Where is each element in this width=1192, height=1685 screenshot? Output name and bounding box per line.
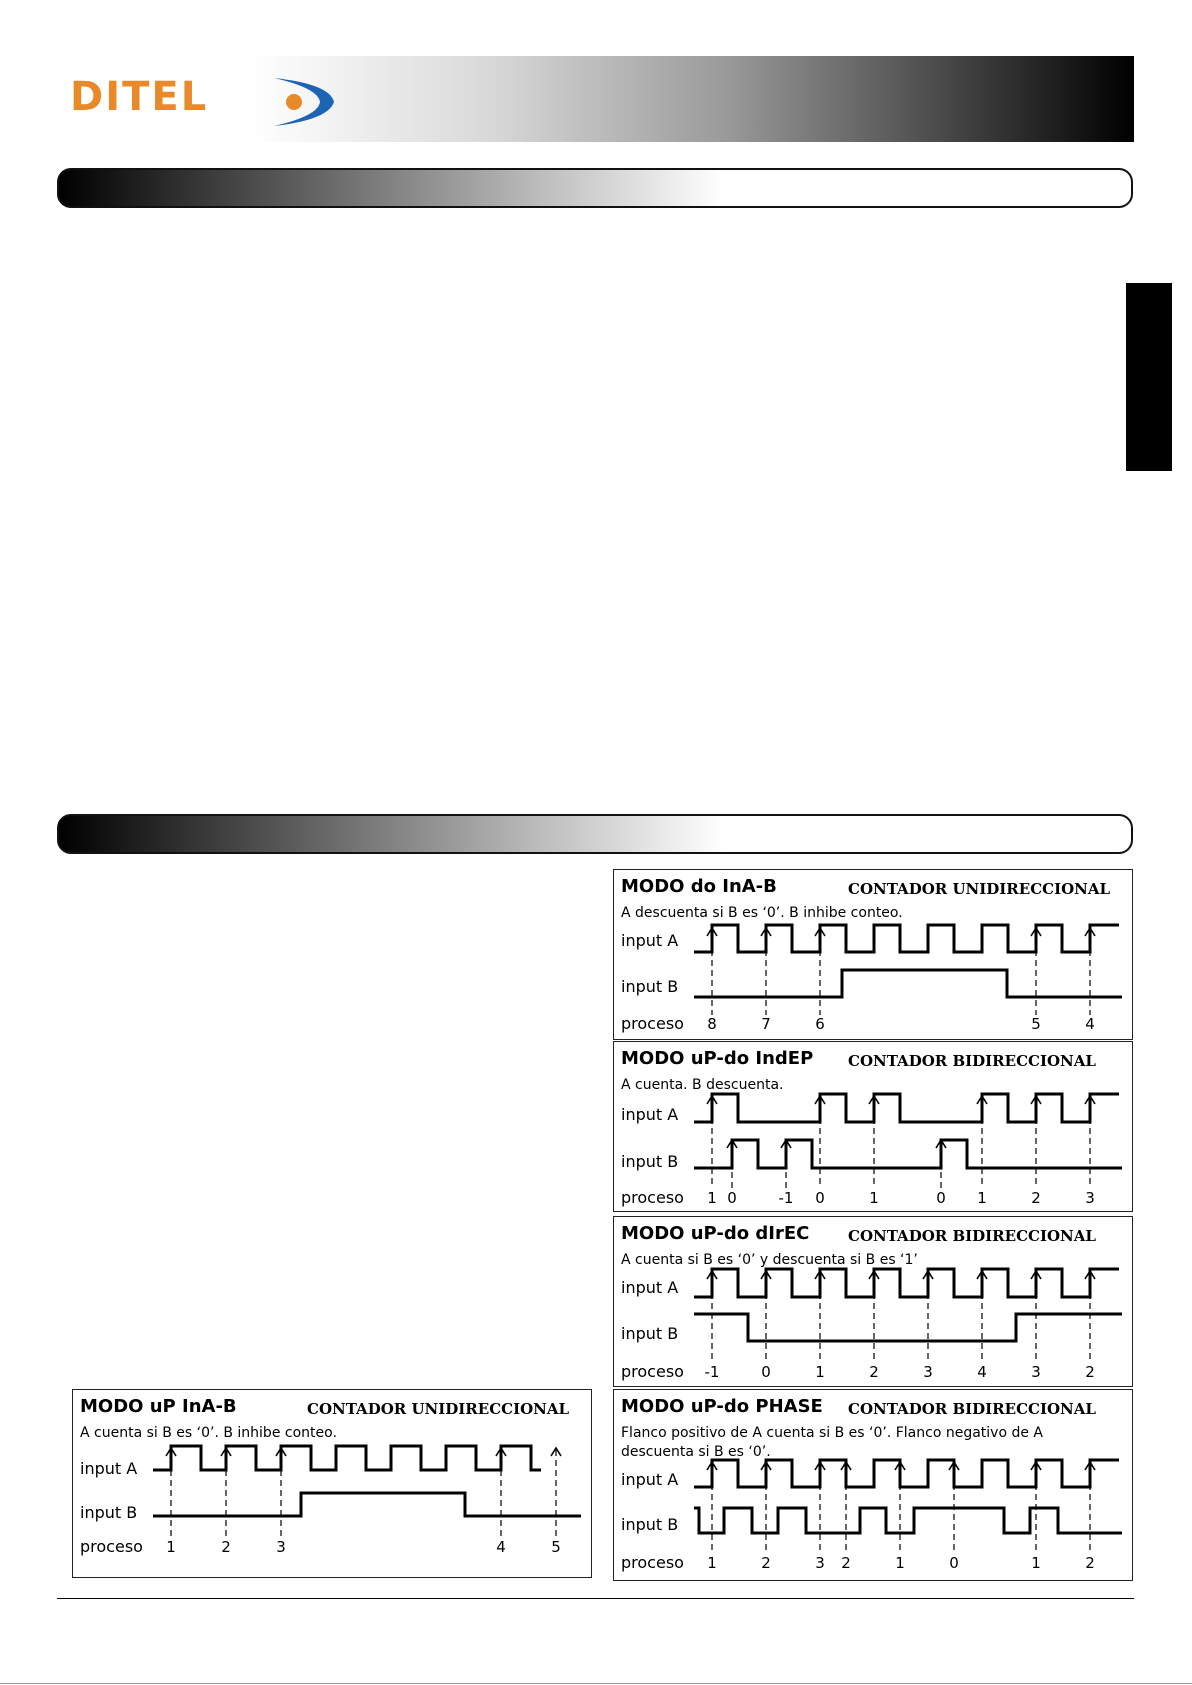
process-value: 2: [221, 1538, 231, 1556]
process-value: -1: [704, 1363, 720, 1381]
input-b-label: input B: [621, 1324, 679, 1343]
input-a-label: input A: [621, 1278, 679, 1297]
process-value: 0: [761, 1363, 771, 1381]
input-b-label: input B: [621, 977, 679, 996]
process-label: proceso: [621, 1014, 684, 1033]
diagram-title: MODO uP-do IndEP: [621, 1048, 814, 1069]
diagram-kind: CONTADOR UNIDIRECCIONAL: [848, 880, 1111, 898]
diagram-title: MODO uP-do PHASE: [621, 1396, 823, 1417]
diagram-description: A cuenta si B es ‘0’ y descuenta si B es ‘1’: [621, 1252, 918, 1268]
diagram-do-ina-b: [613, 869, 1133, 1040]
input-a-label: input A: [621, 1470, 679, 1489]
input-b-waveform: [694, 1140, 1122, 1168]
process-value: 1: [707, 1554, 717, 1572]
timing-waveforms: [614, 1042, 1134, 1213]
process-value: 1: [977, 1189, 987, 1207]
process-value: 5: [1031, 1015, 1041, 1033]
process-value: 1: [869, 1189, 879, 1207]
process-value: 1: [707, 1189, 717, 1207]
process-value: 0: [815, 1189, 825, 1207]
process-label: proceso: [621, 1362, 684, 1381]
footer-rule: [57, 1598, 1134, 1599]
input-b-label: input B: [621, 1152, 679, 1171]
input-b-waveform: [694, 1508, 1122, 1533]
process-value: 4: [977, 1363, 987, 1381]
timing-waveforms: [73, 1390, 593, 1579]
diagram-kind: CONTADOR BIDIRECCIONAL: [848, 1400, 1096, 1418]
input-b-label: input B: [621, 1515, 679, 1534]
process-value: 2: [1085, 1554, 1095, 1572]
diagram-up-do-phase: [613, 1389, 1133, 1581]
logo-swoosh-icon: [202, 72, 334, 128]
input-a-label: input A: [621, 1105, 679, 1124]
process-label: proceso: [621, 1553, 684, 1572]
section-bar-diagrams: [57, 814, 1133, 854]
process-value: 2: [1031, 1189, 1041, 1207]
diagram-up-do-indep: [613, 1041, 1133, 1212]
input-b-waveform: [694, 970, 1122, 997]
input-a-waveform: [694, 1269, 1119, 1297]
process-value: 2: [1085, 1363, 1095, 1381]
input-a-waveform: [694, 1094, 1119, 1122]
ditel-logo: [70, 72, 270, 128]
process-label: proceso: [621, 1188, 684, 1207]
process-value: 3: [923, 1363, 933, 1381]
diagram-description: Flanco positivo de A cuenta si B es ‘0’. Flanco negativo de A descuenta si B es ‘0’.: [621, 1425, 1043, 1460]
diagram-title: MODO uP InA-B: [80, 1396, 237, 1417]
process-value: 4: [496, 1538, 506, 1556]
diagram-kind: CONTADOR BIDIRECCIONAL: [848, 1052, 1096, 1070]
input-a-waveform: [153, 1446, 541, 1470]
process-value: 8: [707, 1015, 717, 1033]
section-bar-top: [57, 168, 1133, 208]
process-value: 2: [869, 1363, 879, 1381]
process-value: 3: [276, 1538, 286, 1556]
diagram-description: A cuenta si B es ‘0’. B inhibe conteo.: [80, 1425, 337, 1441]
input-a-label: input A: [80, 1459, 138, 1478]
input-b-label: input B: [80, 1503, 138, 1522]
process-value: 0: [727, 1189, 737, 1207]
language-side-tab: [1126, 283, 1172, 471]
process-value: 1: [815, 1363, 825, 1381]
process-value: 2: [761, 1554, 771, 1572]
input-a-label: input A: [621, 931, 679, 950]
process-value: 3: [1085, 1189, 1095, 1207]
process-value: 3: [1031, 1363, 1041, 1381]
edge-markers: [171, 1450, 556, 1540]
process-value: 2: [841, 1554, 851, 1572]
process-value: 5: [551, 1538, 561, 1556]
process-value: 6: [815, 1015, 825, 1033]
process-value: 4: [1085, 1015, 1095, 1033]
input-a-waveform: [694, 925, 1119, 952]
diagram-kind: CONTADOR UNIDIRECCIONAL: [307, 1400, 570, 1418]
diagram-up-do-direc: [613, 1216, 1133, 1387]
diagram-kind: CONTADOR BIDIRECCIONAL: [848, 1227, 1096, 1245]
input-a-waveform: [694, 1460, 1119, 1487]
process-value: 0: [936, 1189, 946, 1207]
process-value: 1: [166, 1538, 176, 1556]
diagram-description: A cuenta. B descuenta.: [621, 1077, 784, 1093]
process-value: 3: [815, 1554, 825, 1572]
bottom-rule: [0, 1683, 1192, 1684]
logo-text: DITEL: [70, 74, 209, 120]
timing-waveforms: [614, 870, 1134, 1041]
diagram-title: MODO uP-do dIrEC: [621, 1223, 810, 1244]
diagram-title: MODO do InA-B: [621, 876, 777, 897]
diagram-up-ina-b: [72, 1389, 592, 1578]
input-b-waveform: [694, 1314, 1122, 1341]
process-value: -1: [778, 1189, 794, 1207]
process-value: 7: [761, 1015, 771, 1033]
process-value: 1: [895, 1554, 905, 1572]
input-b-waveform: [153, 1493, 581, 1516]
process-value: 1: [1031, 1554, 1041, 1572]
process-value: 0: [949, 1554, 959, 1572]
diagram-description: A descuenta si B es ‘0’. B inhibe conteo.: [621, 905, 903, 921]
timing-waveforms: [614, 1390, 1134, 1582]
process-label: proceso: [80, 1537, 143, 1556]
